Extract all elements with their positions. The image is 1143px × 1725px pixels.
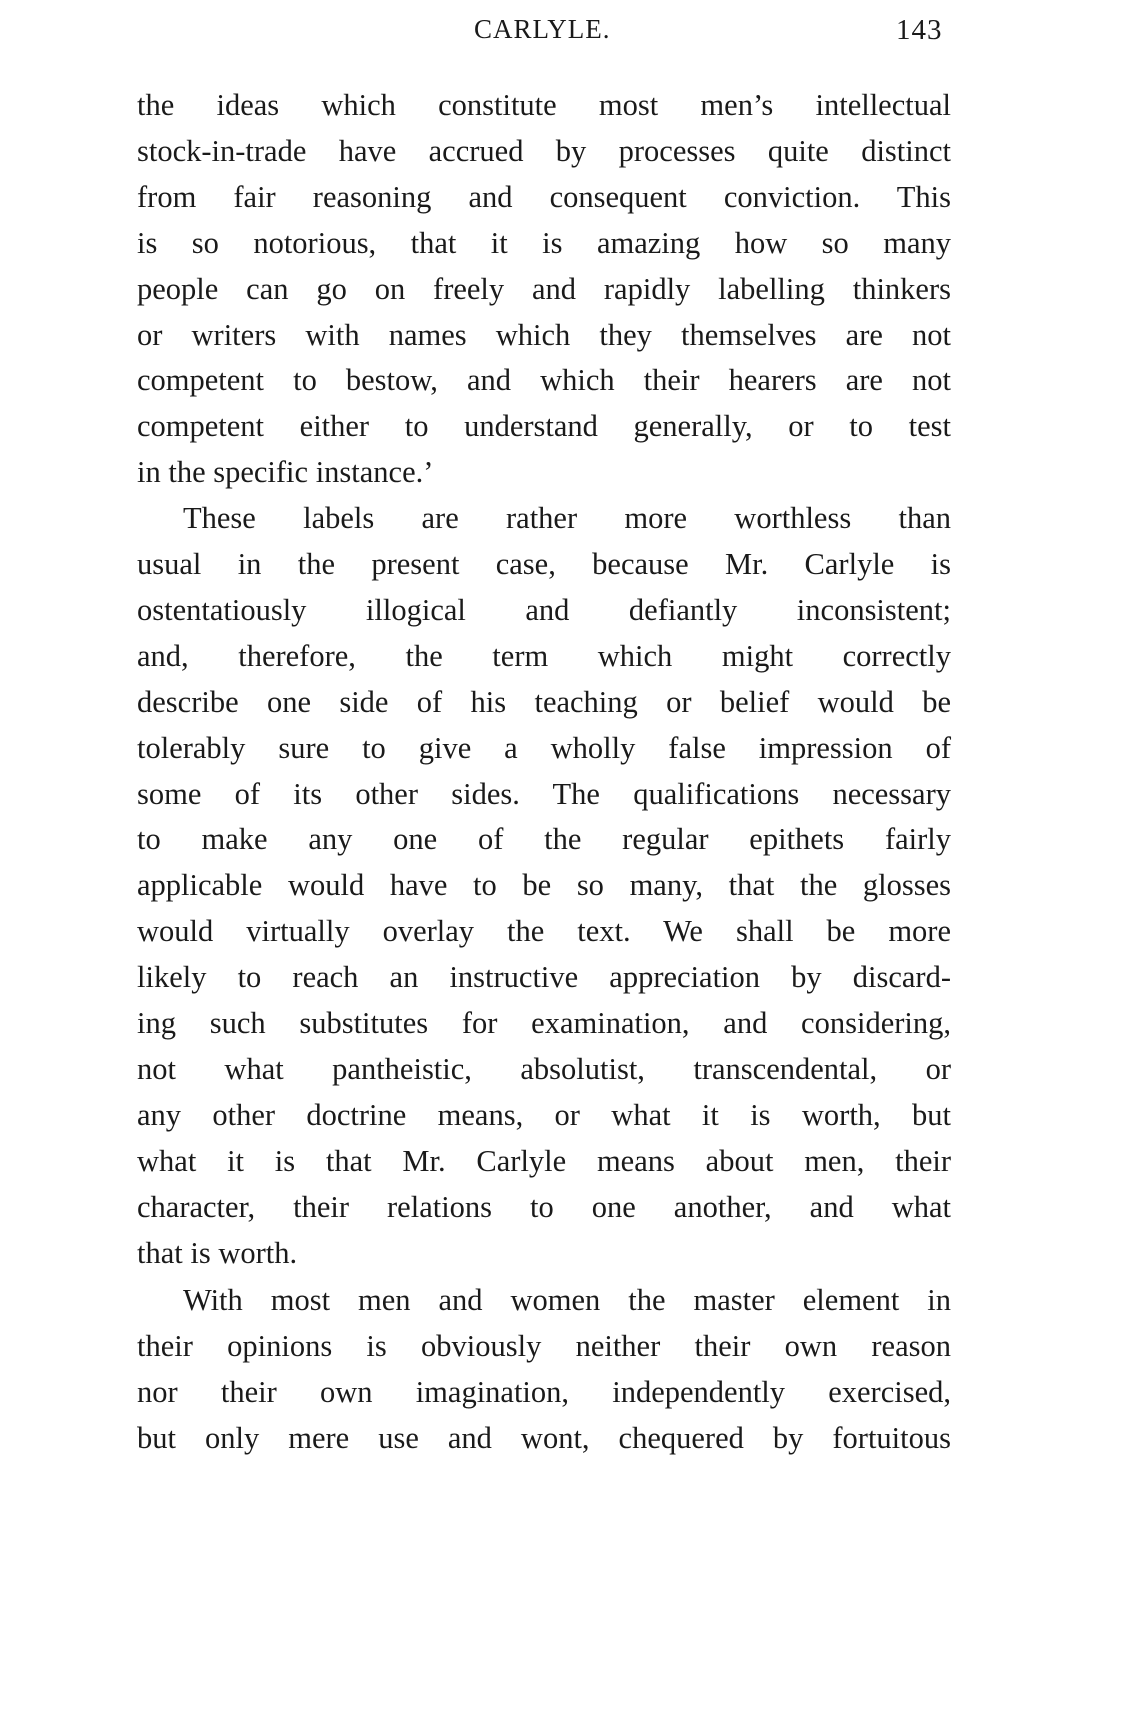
- text-line: With most men and women the master element in: [183, 1283, 951, 1318]
- text-line: ing such substitutes for examination, and considering,: [137, 1006, 951, 1040]
- page-number: 143: [896, 14, 943, 46]
- text-line: is so notorious, that it is amazing how so many: [137, 225, 951, 260]
- text-line: likely to reach an instructive appreciation by discard-: [137, 960, 951, 995]
- text-line: some of its other sides. The qualifications necessary: [137, 776, 951, 811]
- text-line: competent either to understand generally, or to test: [137, 409, 951, 444]
- text-line: what it is that Mr. Carlyle means about men, their: [137, 1143, 951, 1178]
- text-line: their opinions is obviously neither their own reason: [137, 1329, 951, 1364]
- text-line: from fair reasoning and consequent conviction. This: [137, 179, 951, 214]
- text-line: character, their relations to one another, and what: [137, 1189, 951, 1224]
- text-line: to make any one of the regular epithets fairly: [137, 822, 951, 857]
- text-line: any other doctrine means, or what it is worth, but: [137, 1097, 951, 1132]
- text-line: tolerably sure to give a wholly false impression of: [137, 730, 951, 765]
- text-line: describe one side of his teaching or belief would be: [137, 684, 951, 719]
- text-line: the ideas which constitute most men’s intellectual: [137, 88, 951, 122]
- running-head: CARLYLE.: [474, 14, 611, 44]
- text-line: nor their own imagination, independently exercised,: [137, 1375, 951, 1410]
- text-line: These labels are rather more worthless than: [183, 501, 951, 536]
- text-line: competent to bestow, and which their hearers are not: [137, 363, 951, 398]
- text-line: but only mere use and wont, chequered by fortuitous: [137, 1421, 951, 1456]
- text-line: usual in the present case, because Mr. Carlyle is: [137, 547, 951, 581]
- text-line: not what pantheistic, absolutist, transcendental, or: [137, 1051, 951, 1086]
- text-line: in the specific instance.’: [137, 455, 434, 490]
- text-line: ostentatiously illogical and defiantly inconsistent;: [137, 592, 951, 627]
- text-line: and, therefore, the term which might correctly: [137, 638, 951, 673]
- text-line: people can go on freely and rapidly labelling thinkers: [137, 271, 951, 306]
- text-line: applicable would have to be so many, that the glosses: [137, 868, 951, 903]
- text-line: would virtually overlay the text. We shall be more: [137, 914, 951, 949]
- text-line: stock-in-trade have accrued by processes quite distinct: [137, 133, 951, 168]
- text-line: or writers with names which they themselves are not: [137, 317, 951, 352]
- text-line: that is worth.: [137, 1235, 298, 1270]
